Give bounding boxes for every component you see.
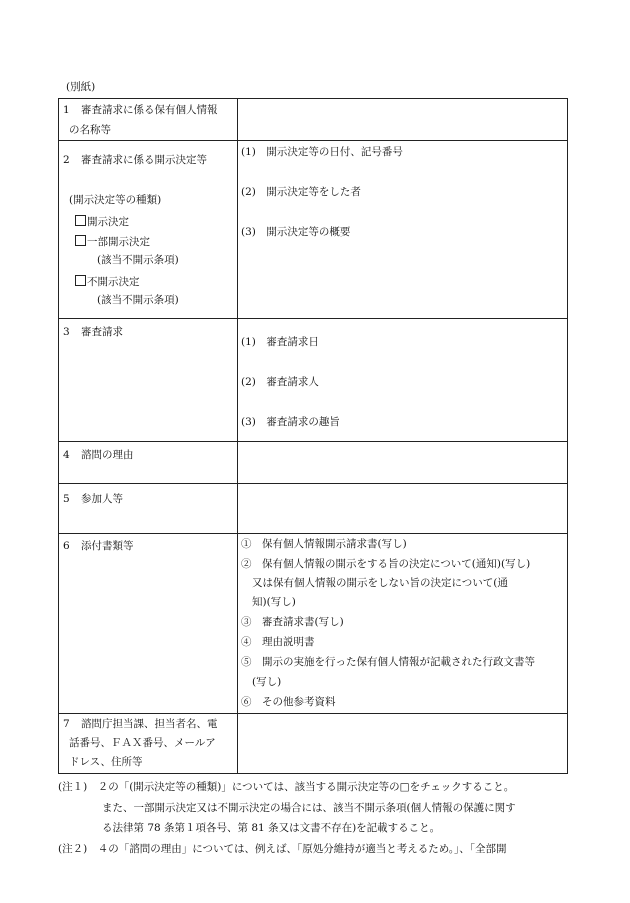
option-nondisclosure[interactable] (75, 275, 140, 288)
row-7-label-line2: 話番号、ＦＡＸ番号、メールア (69, 737, 216, 749)
option-partial-disclosure-label: 一部開示決定 (87, 236, 150, 248)
row-3-value-cell[interactable] (238, 319, 568, 442)
row-3-label: 審査請求 (81, 326, 123, 338)
attachment-line: ⑤ 開示の実施を行った保有個人情報が記載された行政文書等 (241, 656, 535, 668)
page-label: (別紙) (66, 81, 96, 93)
row-3-label-cell (59, 319, 238, 442)
option-disclosure-label: 開示決定 (87, 216, 129, 228)
option-partial-sub: (該当不開示条項) (97, 254, 179, 266)
row-5-label-cell (59, 484, 238, 534)
row-6-value-cell[interactable] (238, 534, 568, 714)
row-7-label-cell (59, 714, 238, 774)
row-6-number: 6 (63, 540, 70, 552)
option-nondisclosure-sub: (該当不開示条項) (97, 294, 179, 306)
attachment-line: ④ 理由説明書 (241, 636, 315, 648)
row-3-item: (1) 審査請求日 (241, 336, 319, 348)
row-4-value-cell[interactable] (238, 442, 568, 484)
row-5-number: 5 (63, 493, 70, 505)
row-4-number: 4 (63, 449, 70, 461)
form-table (58, 98, 568, 774)
row-2-number: 2 (63, 154, 70, 166)
row-4 (59, 442, 568, 484)
row-5-label: 参加人等 (81, 493, 123, 505)
row-7-number: 7 (63, 718, 70, 730)
attachment-line: ⑥ その他参考資料 (241, 696, 336, 708)
note-2-line1: (注２) ４の「諮問の理由」については、例えば、「原処分維持が適当と考えるため。」、「全部開 (58, 843, 507, 855)
row-1-number: 1 (63, 104, 70, 116)
note-1-line1: (注１) ２の「(開示決定等の種類)」については、該当する開示決定等の□をチェックすること。 (58, 781, 515, 793)
row-7-value-cell[interactable] (238, 714, 568, 774)
row-5-value-cell[interactable] (238, 484, 568, 534)
row-2-item: (3) 開示決定等の概要 (241, 226, 351, 238)
row-1-value-cell[interactable] (238, 99, 568, 141)
row-6 (59, 534, 568, 714)
checkbox-icon[interactable] (75, 275, 86, 286)
row-2-value-cell[interactable] (238, 141, 568, 319)
row-6-label: 添付書類等 (81, 540, 134, 552)
row-6-label-cell (59, 534, 238, 714)
row-3 (59, 319, 568, 442)
attachment-line: 知)(写し) (252, 596, 296, 608)
attachment-line: ② 保有個人情報の開示をする旨の決定について(通知)(写し) (241, 558, 531, 570)
row-3-item: (2) 審査請求人 (241, 376, 319, 388)
row-2 (59, 141, 568, 319)
row-5 (59, 484, 568, 534)
row-1-label-line2: の名称等 (69, 124, 111, 136)
attachment-line: ③ 審査請求書(写し) (241, 616, 344, 628)
checkbox-icon[interactable] (75, 235, 86, 246)
row-2-item: (2) 開示決定等をした者 (241, 186, 361, 198)
option-partial-disclosure[interactable] (75, 235, 150, 248)
row-4-label: 諮問の理由 (81, 449, 134, 461)
row-3-number: 3 (63, 326, 70, 338)
checkbox-icon[interactable] (75, 215, 86, 226)
row-1-label-cell (59, 99, 238, 141)
row-4-label-cell (59, 442, 238, 484)
row-2-label-cell (59, 141, 238, 319)
row-7-label-line3: ドレス、住所等 (69, 756, 143, 768)
row-1-label-line1: 審査請求に係る保有個人情報 (81, 104, 218, 116)
row-2-label: 審査請求に係る開示決定等 (81, 154, 207, 166)
row-7 (59, 714, 568, 774)
note-1-line2: また、一部開示決定又は不開示決定の場合には、該当不開示条項(個人情報の保護に関す (102, 802, 516, 814)
attachment-line: ① 保有個人情報開示請求書(写し) (241, 538, 407, 550)
row-7-label-line1: 諮問庁担当課、担当者名、電 (81, 718, 218, 730)
note-1-line3: る法律第 78 条第１項各号、第 81 条又は文書不存在)を記載すること。 (102, 822, 441, 834)
option-disclosure[interactable] (75, 215, 129, 228)
attachment-line: (写し) (252, 676, 282, 688)
kinds-heading: (開示決定等の種類) (69, 194, 162, 206)
option-nondisclosure-label: 不開示決定 (87, 276, 140, 288)
row-1 (59, 99, 568, 141)
attachment-line: 又は保有個人情報の開示をしない旨の決定について(通 (252, 577, 508, 589)
row-2-item: (1) 開示決定等の日付、記号番号 (241, 146, 403, 158)
row-3-item: (3) 審査請求の趣旨 (241, 416, 340, 428)
